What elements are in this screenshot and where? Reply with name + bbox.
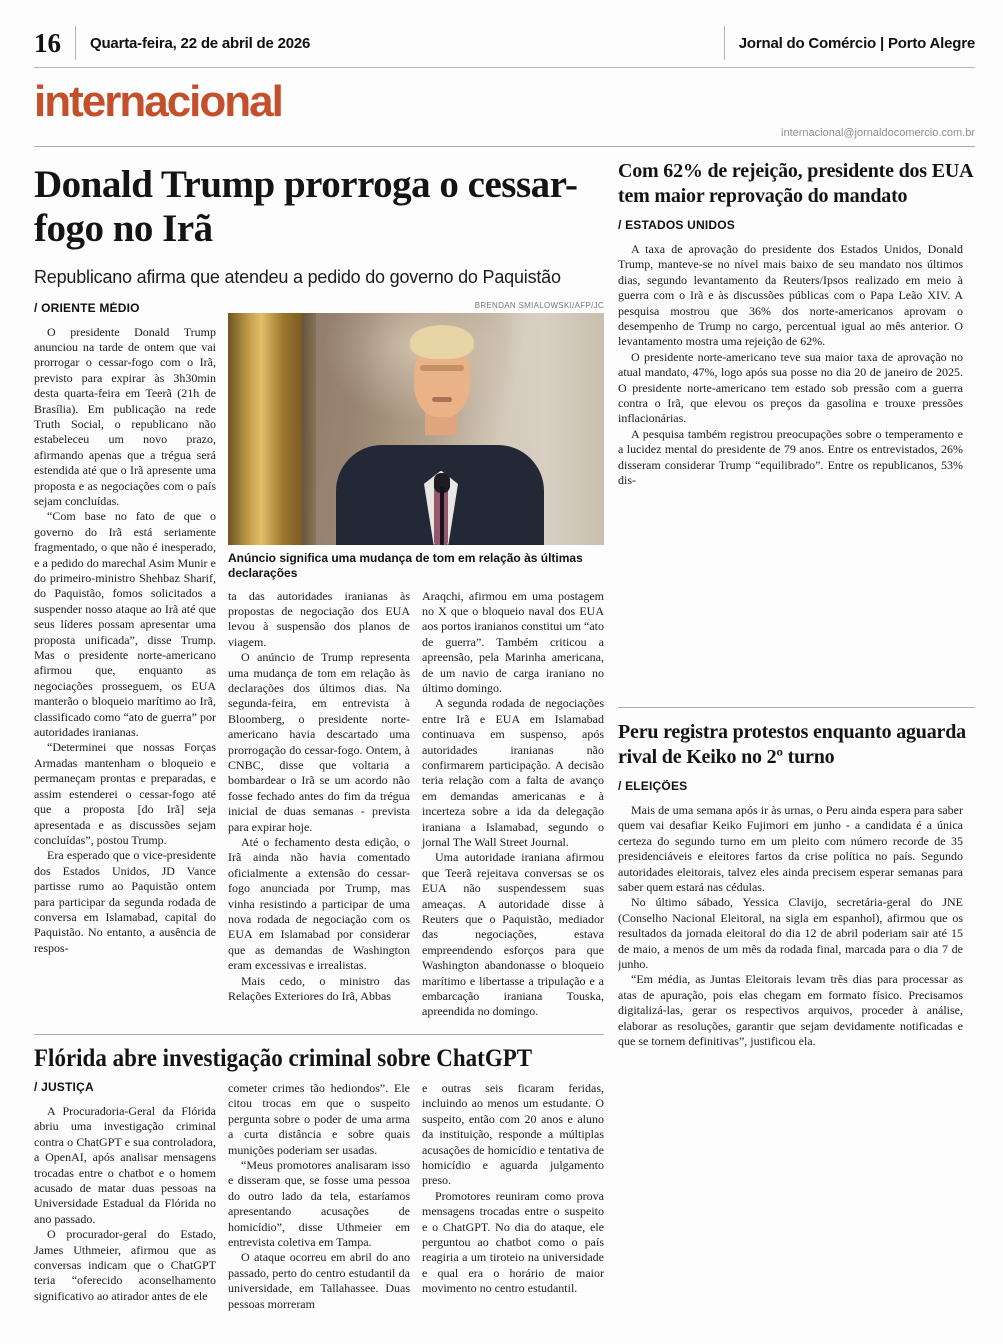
lead-column-3-text: [422, 589, 604, 1021]
lead-headline: Donald Trump prorroga o cessar-fogo no Irã: [34, 163, 578, 251]
header-divider: [75, 26, 76, 60]
paragraph: O procurador-geral do Estado, James Uthmeier, afirmou que as conversas indicam que o ChatGPT teria “oferecido aconselhamento significativo ao atirador antes de ele: [34, 1227, 216, 1303]
paragraph: Até o fechamento desta edição, o Irã ainda não havia comentado oficialmente a extensão do cessar-fogo anunciada por Trump, mas vinha resistindo a participar de uma nova rodada de negociação com os EUA em Islamabad por considerar que as demandas de Washington eram excessivas e irrealistas.: [228, 835, 410, 973]
paragraph: Promotores reuniram como prova mensagens trocadas entre o suspeito e o ChatGPT. No dia do ataque, ele perguntou ao chatbot como o país reagiria a um tiroteio na universidade e qual era o horário de maior movimento no centro estudantil.: [422, 1188, 604, 1296]
gold-frame-edge: [302, 313, 316, 545]
approval-column-1: [618, 219, 963, 694]
page-content: [34, 159, 975, 1329]
paragraph: Araqchi, afirmou em uma postagem no X que o bloqueio naval dos EUA aos portos iranianos constitui um “ato de guerra”. Também criticou a apreensão, pela Marinha americana, de um navio de carga iraniano no último domingo.: [422, 588, 604, 695]
lead-column-1: [34, 302, 216, 1002]
peru-article: [618, 720, 975, 1285]
peru-kicker: / ELEIÇÕES: [618, 780, 688, 793]
lead-columns-2-3: [228, 589, 604, 1021]
right-zone: [618, 159, 975, 1329]
chatgpt-column-3-text: [422, 1081, 604, 1329]
paragraph: O ataque ocorreu em abril do ano passado, perto do centro estudantil da universidade, em Tallahassee. Duas pessoas morreram: [228, 1250, 410, 1311]
section-rule: [34, 146, 975, 147]
lead-column-1-text: [34, 325, 216, 957]
page-number: 16: [34, 27, 61, 58]
paragraph: cometer crimes tão hediondos”. Ele citou trocas em que o suspeito pergunta sobre o poder de uma arma a curta distância e sobre quais munições poderiam ser usadas.: [228, 1081, 410, 1157]
microphone-stand: [440, 487, 444, 545]
lead-body: [34, 302, 604, 1021]
section-title: internacional: [34, 77, 282, 126]
photo-caption: Anúncio significa uma mudança de tom em relação às últimas declarações: [228, 550, 583, 580]
lead-photo: [228, 313, 604, 545]
article-rule: [618, 707, 975, 708]
chatgpt-column-1: [34, 1081, 216, 1329]
trump-hair: [410, 325, 474, 359]
approval-columns: [618, 219, 975, 694]
lead-column-2-text: [228, 589, 410, 1021]
peru-column-1-text: [618, 803, 963, 1050]
photo-credit: BRENDAN SMIALOWSKI/AFP/JC: [474, 300, 604, 310]
paragraph: Uma autoridade iraniana afirmou que Teerã rejeitava conversas se os EUA não suspendessem suas ameaças. A autoridade disse à Reuters que o Paquistão, mediador das negociações, estava empreendendo esforços para que Washington abandonasse o bloqueio marítimo e libertasse a tripulação e a embarcação iraniana Touska, apreendida no domingo.: [422, 850, 604, 1019]
paragraph: A pesquisa também registrou preocupações sobre o temperamento e a lucidez mental do presidente de 79 anos. Entre os entrevistados, 26% disseram considerar Trump “equilibrado”. Entre os republicanos, 53% dis-: [618, 426, 963, 488]
lead-photo-block: [228, 302, 604, 1021]
paragraph: A segunda rodada de negociações entre Irã e EUA em Islamabad continuava em suspenso, após autoridades iranianas não confirmarem participação. A decisão teria relação com a falta de avanço em demandas americanas e à incerteza sobre a ida da delegação iraniana a Islamabad, segundo o jornal The Wall Street Journal.: [422, 696, 604, 849]
chatgpt-column-1-text: [34, 1104, 216, 1304]
chatgpt-columns: [34, 1081, 604, 1329]
paragraph: e outras seis ficaram feridas, incluindo ao menos um estudante. O suspeito, então com 20 anos e aluno da instituição, responde a múltiplas acusações de homicídio e tentativa de homicídio e aguarda julgamento preso.: [422, 1081, 604, 1188]
header-right: [710, 26, 975, 60]
masthead: Jornal do Comércio | Porto Alegre: [738, 34, 975, 52]
article-rule: [34, 1034, 604, 1035]
page-date: Quarta-feira, 22 de abril de 2026: [90, 34, 311, 52]
approval-article: [618, 159, 975, 694]
section-email: internacional@jornaldocomercio.com.br: [781, 127, 975, 139]
chatgpt-kicker: / JUSTIÇA: [34, 1081, 94, 1094]
paragraph: A taxa de aprovação do presidente dos Estados Unidos, Donald Trump, manteve-se no nível mais baixo de seu mandato nos últimos dias, segundo levantamento da Reuters/Ipsos realizado em meio à guerra com o Irã e às discussões públicas com o Papa Leão XIV. A pesquisa mostrou que 36% dos norte-americanos aprovam o desempenho de Trump no cargo, percentual igual ao mês anterior. O levantamento mostra uma rejeição de 62%.: [618, 242, 963, 349]
paragraph: “Com base no fato de que o governo do Irã está seriamente fragmentado, o que não é inesperado, e a pedido do marechal Asim Munir e do primeiro-ministro Shehbaz Sharif, do Paquistão, fomos solicitados a suspender nosso ataque ao Irã até que seus líderes possam apresentar uma proposta unificada”, disse Trump. Mas o presidente norte-americano afirmou que, enquanto as negociações prosseguem, os EUA manterão o bloqueio marítimo ao Irã, classificado como “ato de guerra” por autoridades iranianas.: [34, 509, 216, 740]
approval-kicker: / ESTADOS UNIDOS: [618, 219, 735, 232]
lead-article: [34, 163, 604, 1021]
paragraph: No último sábado, Yessica Clavijo, secretária-geral do JNE (Conselho Nacional Eleitoral, na sigla em espanhol), afirmou que os resultados da jornada eleitoral do dia 12 de abril poderiam sair até 15 de maio, a menos de um mês da rodada final, marcada para o dia 7 de junho.: [618, 895, 963, 972]
paragraph: “Em média, as Juntas Eleitorais levam três dias para processar as atas de apuração, pois elas chegam em formato físico. Precisamos digitalizá-las, gerar os respectivos arquivos, proceder à análise, elaborar as resoluções, garantir que sejam devidamente notificadas e que se tornem definitivas”, justificou ela.: [618, 972, 963, 1049]
paragraph: Era esperado que o vice-presidente dos Estados Unidos, JD Vance partisse rumo ao Paquistão ontem para participar da segunda rodada de conversa em Islamabad, capital do Paquistão. No entanto, a ausência de respos-: [34, 848, 216, 955]
paragraph: Mais cedo, o ministro das Relações Exteriores do Irã, Abbas: [228, 973, 410, 1004]
gold-frame: [228, 313, 302, 545]
header-divider: [724, 26, 725, 60]
approval-column-1-text: [618, 242, 963, 489]
paragraph: O anúncio de Trump representa uma mudança de tom em relação às declarações dos últimos dias. Na segunda-feira, em entrevista à Bloomberg, o presidente norte-americano havia descartado uma prorrogação do cessar-fogo. Ontem, à CNBC, disse que voltaria a bombardear o Irã se um acordo não fosse fechado antes do fim da trégua inicial de duas semanas - prevista para expirar hoje.: [228, 650, 410, 834]
peru-headline: Peru registra protestos enquanto aguarda rival de Keiko no 2º turno: [618, 721, 966, 768]
trump-mouth: [432, 397, 452, 402]
lead-kicker: / ORIENTE MÉDIO: [34, 301, 140, 315]
peru-columns: [618, 780, 975, 1285]
paragraph: O presidente Donald Trump anunciou na tarde de ontem que vai prorrogar o cessar-fogo com o Irã, previsto para expirar às 3h30min desta quarta-feira em Teerã (21h de Brasília). Em publicação na rede Truth Social, o republicano não estabeleceu um novo prazo, afirmando apenas que a trégua será estendida até que o Irã apresente uma proposta e as negociações com o país sejam concluídas.: [34, 324, 216, 508]
chatgpt-article: [34, 1034, 604, 1330]
trump-brow: [420, 365, 464, 371]
paragraph: O presidente norte-americano teve sua maior taxa de aprovação no atual mandato, 47%, logo após sua posse no dia 20 de janeiro de 2025. O presidente norte-americano tem estado sob pressão com a guerra contra o Irã, que elevou os preços da gasolina e trouxe pressões inflacionárias.: [618, 349, 963, 426]
chatgpt-column-2-text: [228, 1081, 410, 1329]
paragraph: “Meus promotores analisaram isso e disseram que, se fosse uma pessoa do outro lado da tela, estaríamos apresentando acusações de homicídio”, disse Uthmeier em entrevista coletiva em Tampa.: [228, 1158, 410, 1250]
peru-column-1: [618, 780, 963, 1285]
paragraph: A Procuradoria-Geral da Flórida abriu uma investigação criminal contra o ChatGPT e sua controladora, a OpenAI, após analisar mensagens trocadas entre o chatbot e o homem acusado de matar duas pessoas na Universidade Estadual da Flórida no ano passado.: [34, 1104, 216, 1226]
paragraph: ta das autoridades iranianas às propostas de negociação dos EUA levou à suspensão dos planos de viagem.: [228, 588, 410, 649]
chatgpt-headline: Flórida abre investigação criminal sobre ChatGPT: [34, 1044, 533, 1072]
page-header: [34, 26, 975, 68]
lead-deck: Republicano afirma que atendeu a pedido do governo do Paquistão: [34, 266, 561, 287]
paragraph: “Determinei que nossas Forças Armadas mantenham o bloqueio e permaneçam prontas e preparadas, e assim estenderei o cessar-fogo até que a proposta [do Irã] seja apresentada e as discussões sejam concluídas”, postou Trump.: [34, 740, 216, 847]
left-zone: [34, 159, 604, 1329]
approval-headline: Com 62% de rejeição, presidente dos EUA tem maior reprovação do mandato: [618, 160, 973, 207]
paragraph: Mais de uma semana após ir às urnas, o Peru ainda espera para saber quem vai desafiar Keiko Fujimori em junho - a candidata é a única certeza do segundo turno em um pleito com número recorde de 35 presidenciáveis e eleitores fartos da crise política no país. Segundo autoridades eleitorais, talvez eles ainda precisem esperar semanas para saber quem estará nas cédulas.: [618, 803, 963, 895]
